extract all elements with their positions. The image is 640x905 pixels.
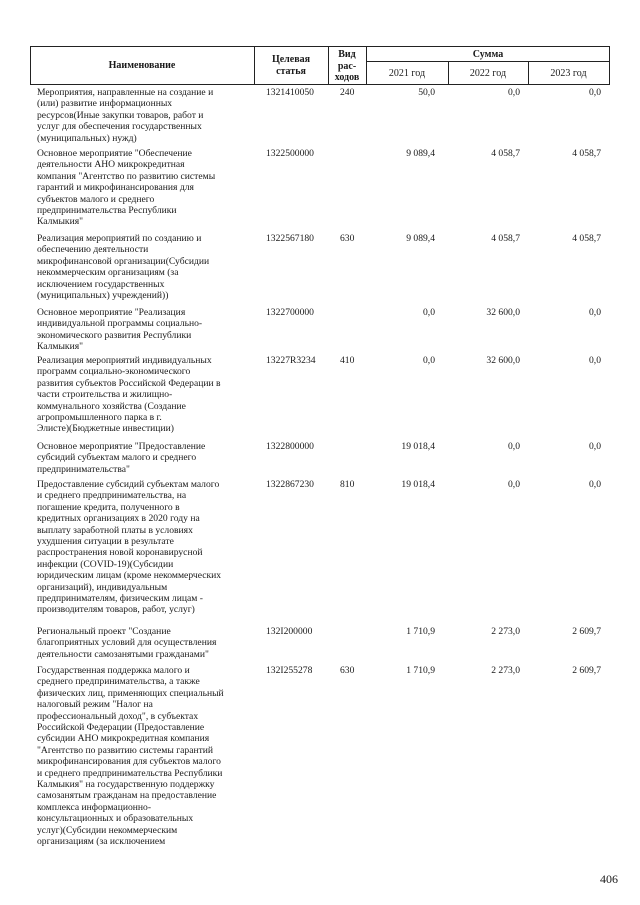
row-expense-type: 810 xyxy=(340,479,355,490)
row-name: Основное мероприятие "Реализация индивидуальной программы социально- экономического развития Республики Калмыкия" xyxy=(37,307,203,353)
row-expense-type: 630 xyxy=(340,665,355,676)
row-value-2022: 32 600,0 xyxy=(486,355,520,366)
row-name: Мероприятия, направленные на создание и (или) развитие информационных ресурсов(Иные закупки товаров, работ и услуг для обеспечения государственных (муниципальных) нужд) xyxy=(37,87,214,144)
row-value-2022: 4 058,7 xyxy=(491,233,520,244)
row-code: 1322800000 xyxy=(266,441,314,452)
row-name: Реализация мероприятий по созданию и обеспечению деятельности микрофинансовой организации(Субсидии некоммерческим организациям (за исключением государственных (муниципальных) учреждений)) xyxy=(37,233,210,302)
row-code: 1321410050 xyxy=(266,87,314,98)
row-value-2022: 32 600,0 xyxy=(486,307,520,318)
header-code-line1: Целевая xyxy=(271,54,311,65)
row-value-2022: 0,0 xyxy=(508,479,520,490)
row-value-2021: 0,0 xyxy=(423,355,435,366)
row-value-2023: 0,0 xyxy=(589,441,601,452)
header-code-line2: статья xyxy=(276,66,306,77)
row-value-2021: 9 089,4 xyxy=(406,148,435,159)
row-expense-type: 630 xyxy=(340,233,355,244)
row-value-2021: 1 710,9 xyxy=(406,665,435,676)
row-value-2023: 0,0 xyxy=(589,307,601,318)
row-value-2023: 0,0 xyxy=(589,355,601,366)
row-name: Реализация мероприятий индивидуальных программ социально-экономического развития субъектов Российской Федерации в части строительства и жилищно- коммунального хозяйства (Создание агропромышленного парка в г. Элисте)(Бюджетные инвестиции) xyxy=(37,355,221,435)
row-value-2022: 4 058,7 xyxy=(491,148,520,159)
row-code: 13227R3234 xyxy=(266,355,316,366)
row-value-2023: 0,0 xyxy=(589,479,601,490)
header-year-2022: 2022 год xyxy=(469,68,507,79)
row-value-2021: 19 018,4 xyxy=(401,479,435,490)
row-value-2022: 0,0 xyxy=(508,441,520,452)
row-value-2021: 50,0 xyxy=(418,87,435,98)
header-vr-line1: Вид xyxy=(338,49,356,60)
page-number: 406 xyxy=(600,872,618,886)
row-value-2021: 0,0 xyxy=(423,307,435,318)
header-vr-line3: ходов xyxy=(334,72,360,83)
row-value-2022: 2 273,0 xyxy=(491,626,520,637)
row-code: 1322500000 xyxy=(266,148,314,159)
header-year-2023: 2023 год xyxy=(550,68,587,79)
header-sum: Сумма xyxy=(472,49,504,60)
row-value-2023: 2 609,7 xyxy=(572,665,601,676)
row-code: 1322867230 xyxy=(266,479,314,490)
row-value-2022: 0,0 xyxy=(508,87,520,98)
header-vr-line2: рас- xyxy=(337,61,357,72)
row-name: Государственная поддержка малого и среднего предпринимательства, а также физических лиц, применяющих специальный налоговый режим "Налог на профессиональный доход", в субъектах Российской Федерации (Предоставление субсидии АНО микрокредитная компания "Агентство по развитию системы гарантий микрофинансирования для субъектов малого и среднего предпринимательства Республики Калмыкия" на государственную поддержку самозанятым гражданам на предоставление комплекса информационно- консультационных и образовательных услуг)(Субсидии некоммерческим организациям (за исключением xyxy=(37,665,224,848)
row-expense-type: 410 xyxy=(340,355,355,366)
row-code: 1322567180 xyxy=(266,233,314,244)
row-name: Региональный проект "Создание благоприятных условий для осуществления деятельности самозанятыми гражданами" xyxy=(37,626,217,660)
row-value-2021: 9 089,4 xyxy=(406,233,435,244)
row-value-2023: 4 058,7 xyxy=(572,233,601,244)
row-value-2021: 19 018,4 xyxy=(401,441,435,452)
row-value-2023: 4 058,7 xyxy=(572,148,601,159)
row-name: Основное мероприятие "Обеспечение деятельности АНО микрокредитная компания "Агентство по развитию системы гарантий и микрофинансирования для субъектов малого и среднего предпринимательства Республики Калмыкия" xyxy=(37,148,216,228)
row-expense-type: 240 xyxy=(340,87,355,98)
row-value-2023: 2 609,7 xyxy=(572,626,601,637)
row-code: 132I200000 xyxy=(266,626,313,637)
row-value-2023: 0,0 xyxy=(589,87,601,98)
row-name: Предоставление субсидий субъектам малого и среднего предпринимательства, на погашение кредита, полученного в кредитных организациях в 2020 году на выплату заработной платы в условиях ухудшения ситуации в результате распространения новой коронавирусной инфекции (COVID-19)(Субсидии юридическим лицам (кроме некоммерческих организаций), индивидуальным предпринимателям, физическим лицам - производителям товаров, работ, услуг) xyxy=(37,479,222,616)
row-value-2022: 2 273,0 xyxy=(491,665,520,676)
row-value-2021: 1 710,9 xyxy=(406,626,435,637)
header-name: Наименование xyxy=(108,60,176,71)
row-name: Основное мероприятие "Предоставление субсидий субъектам малого и среднего предпринимательства" xyxy=(37,441,206,475)
header-year-2021: 2021 год xyxy=(388,68,426,79)
row-code: 1322700000 xyxy=(266,307,314,318)
row-code: 132I255278 xyxy=(266,665,313,676)
